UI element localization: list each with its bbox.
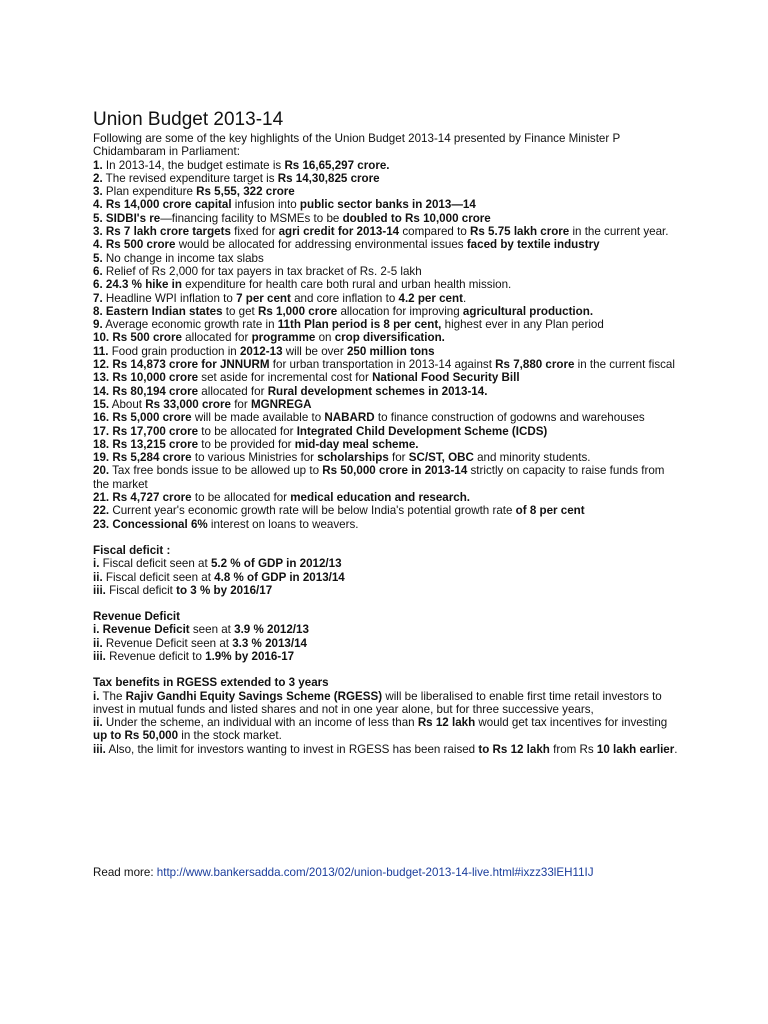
text-run: to be allocated for bbox=[191, 491, 291, 505]
text-run: No change in income tax slabs bbox=[102, 251, 264, 265]
text-run: to be allocated for bbox=[198, 424, 297, 438]
text-run: Revenue Deficit seen at bbox=[102, 636, 233, 650]
bold-text: 250 million tons bbox=[346, 344, 435, 358]
text-run: Fiscal deficit bbox=[105, 583, 177, 597]
text-run: Revenue deficit to bbox=[105, 649, 206, 663]
text-run: to get bbox=[222, 304, 258, 318]
highlight-item bbox=[93, 305, 683, 318]
revenue-deficit-item bbox=[93, 637, 683, 650]
bold-text: 5. SIDBI's re bbox=[93, 211, 161, 225]
text-run: will be over bbox=[282, 344, 347, 358]
bold-text: 2012-13 bbox=[239, 344, 283, 358]
highlights-list bbox=[93, 159, 683, 531]
highlight-item bbox=[93, 385, 683, 398]
bold-text: 5. bbox=[93, 251, 103, 265]
bold-text: doubled to Rs 10,000 crore bbox=[342, 211, 491, 225]
text-run: Average economic growth rate in bbox=[102, 318, 278, 332]
bold-text: to 3 % by 2016/17 bbox=[176, 583, 273, 597]
highlight-item bbox=[93, 371, 683, 384]
bold-text: 4.8 % of GDP in 2013/14 bbox=[214, 570, 345, 584]
highlight-item bbox=[93, 278, 683, 291]
read-more-link[interactable]: http://www.bankersadda.com/2013/02/union-budget-2013-14-live.html#ixzz33lEH11IJ bbox=[156, 866, 594, 879]
bold-text: 4. Rs 500 crore bbox=[93, 238, 176, 252]
bold-text: SC/ST, OBC bbox=[408, 451, 474, 465]
bold-text: scholarships bbox=[317, 451, 389, 465]
highlight-item bbox=[93, 265, 683, 278]
bold-text: 10. Rs 500 crore bbox=[93, 331, 182, 345]
bold-text: 7 per cent bbox=[236, 291, 291, 305]
text-run: interest on loans to weavers. bbox=[207, 517, 359, 531]
text-run: Fiscal deficit seen at bbox=[99, 557, 211, 571]
highlight-item bbox=[93, 411, 683, 424]
bold-text: Rs 7,880 crore bbox=[495, 358, 575, 372]
section-spacer bbox=[93, 597, 683, 610]
text-run: Also, the limit for investors wanting to invest in RGESS has been raised bbox=[105, 742, 479, 756]
bold-text: 14. Rs 80,194 crore bbox=[93, 384, 199, 398]
text-run: from Rs bbox=[549, 742, 597, 756]
text-run: Relief of Rs 2,000 for tax payers in tax bracket of Rs. 2-5 lakh bbox=[102, 264, 422, 278]
bold-text: 21. Rs 4,727 crore bbox=[93, 491, 192, 505]
fiscal-deficit-item bbox=[93, 584, 683, 597]
fiscal-deficit-item bbox=[93, 557, 683, 570]
bold-text: 22. bbox=[93, 504, 110, 518]
text-run: in the current year. bbox=[569, 225, 669, 239]
text-run: seen at bbox=[189, 623, 235, 637]
bold-text: i. bbox=[93, 557, 100, 571]
bold-text: 3.9 % 2012/13 bbox=[234, 623, 309, 637]
bold-text: 4.2 per cent bbox=[398, 291, 463, 305]
bold-text: Rs 12 lakh bbox=[417, 716, 476, 730]
bold-text: 16. Rs 5,000 crore bbox=[93, 411, 192, 425]
highlight-item bbox=[93, 198, 683, 211]
text-run: would be allocated for addressing environmental issues bbox=[175, 238, 467, 252]
bold-text: 1. bbox=[93, 158, 103, 172]
text-run: and core inflation to bbox=[290, 291, 399, 305]
text-run: to finance construction of godowns and warehouses bbox=[374, 411, 645, 425]
highlight-item bbox=[93, 504, 683, 517]
bold-text: 6. 24.3 % hike in bbox=[93, 278, 182, 292]
bold-text: Rs 5.75 lakh crore bbox=[470, 225, 570, 239]
highlight-item bbox=[93, 159, 683, 172]
rgess-item bbox=[93, 716, 683, 743]
bold-text: 7. bbox=[93, 291, 103, 305]
bold-text: 20. bbox=[93, 464, 110, 478]
bold-text: 18. Rs 13,215 crore bbox=[93, 437, 199, 451]
bold-text: 9. bbox=[93, 318, 103, 332]
text-run: Tax free bonds issue to be allowed up to bbox=[109, 464, 323, 478]
bold-text: Rs 14,30,825 crore bbox=[277, 171, 380, 185]
text-run: Headline WPI inflation to bbox=[102, 291, 237, 305]
highlight-item bbox=[93, 238, 683, 251]
bold-text: 12. Rs 14,873 crore for JNNURM bbox=[93, 358, 270, 372]
text-run: for urban transportation in 2013-14 against bbox=[269, 358, 496, 372]
bold-text: 11. bbox=[93, 344, 109, 358]
read-more bbox=[93, 866, 594, 880]
bold-text: 15. bbox=[93, 397, 110, 411]
fiscal-deficit-list bbox=[93, 557, 683, 597]
page-title: Union Budget 2013-14 bbox=[93, 109, 284, 130]
bold-text: 10 lakh earlier bbox=[596, 742, 675, 756]
text-run: allocated for bbox=[198, 384, 268, 398]
highlight-item bbox=[93, 345, 683, 358]
highlight-item bbox=[93, 425, 683, 438]
bold-text: 17. Rs 17,700 crore bbox=[93, 424, 199, 438]
rgess-heading: Tax benefits in RGESS extended to 3 years bbox=[93, 676, 329, 690]
text-run: set aside for incremental cost for bbox=[198, 371, 373, 385]
bold-text: 5.2 % of GDP in 2012/13 bbox=[210, 557, 342, 571]
text-run: would get tax incentives for investing bbox=[475, 716, 668, 730]
revenue-deficit-item bbox=[93, 623, 683, 636]
text-run: Fiscal deficit seen at bbox=[102, 570, 215, 584]
bold-text: medical education and research. bbox=[290, 491, 471, 505]
text-run: will be made available to bbox=[191, 411, 325, 425]
document-body bbox=[93, 109, 683, 756]
rgess-list bbox=[93, 690, 683, 756]
text-run: compared to bbox=[399, 225, 470, 239]
bold-text: Rajiv Gandhi Equity Savings Scheme (RGESS) bbox=[125, 689, 383, 703]
highlight-item bbox=[93, 398, 683, 411]
bold-text: 19. Rs 5,284 crore bbox=[93, 451, 192, 465]
bold-text: mid-day meal scheme. bbox=[294, 437, 419, 451]
rgess-item bbox=[93, 690, 683, 717]
bold-text: NABARD bbox=[324, 411, 375, 425]
bold-text: agri credit for 2013-14 bbox=[278, 225, 400, 239]
text-run: strictly on capacity to raise funds from the market bbox=[93, 464, 665, 491]
highlight-item bbox=[93, 318, 683, 331]
bold-text: iii. bbox=[93, 742, 106, 756]
bold-text: 13. Rs 10,000 crore bbox=[93, 371, 199, 385]
text-run: on bbox=[315, 331, 335, 345]
text-run: . bbox=[462, 291, 467, 305]
bold-text: Rs 50,000 crore in 2013-14 bbox=[322, 464, 468, 478]
section-spacer bbox=[93, 531, 683, 544]
highlight-item bbox=[93, 464, 683, 491]
highlight-item bbox=[93, 185, 683, 198]
bold-text: i. bbox=[93, 689, 100, 703]
revenue-deficit-list bbox=[93, 623, 683, 663]
read-more-label: Read more: bbox=[93, 866, 157, 879]
bold-text: ii. bbox=[93, 570, 103, 584]
bold-text: programme bbox=[251, 331, 316, 345]
revenue-deficit-item bbox=[93, 650, 683, 663]
text-run: allocated for bbox=[181, 331, 252, 345]
text-run: highest ever in any Plan period bbox=[441, 318, 604, 332]
highlight-item bbox=[93, 225, 683, 238]
text-run: expenditure for health care both rural and urban health mission. bbox=[181, 278, 512, 292]
bold-text: iii. bbox=[93, 649, 106, 663]
text-run: and minority students. bbox=[473, 451, 591, 465]
bold-text: MGNREGA bbox=[250, 397, 312, 411]
bold-text: 4. Rs 14,000 crore capital bbox=[93, 198, 232, 212]
bold-text: iii. bbox=[93, 583, 106, 597]
bold-text: of 8 per cent bbox=[515, 504, 585, 518]
highlight-item bbox=[93, 172, 683, 185]
text-run: to various Ministries for bbox=[191, 451, 318, 465]
bold-text: i. Revenue Deficit bbox=[93, 623, 190, 637]
bold-text: 1.9% by 2016-17 bbox=[205, 649, 295, 663]
text-run: in the current fiscal bbox=[574, 358, 675, 372]
text-run: Under the scheme, an individual with an income of less than bbox=[102, 716, 418, 730]
bold-text: 2. bbox=[93, 171, 103, 185]
text-run: allocation for improving bbox=[337, 304, 463, 318]
highlight-item bbox=[93, 358, 683, 371]
text-run: Current year's economic growth rate will be below India's potential growth rate bbox=[109, 504, 516, 518]
text-run: . bbox=[674, 742, 678, 756]
bold-text: Rs 16,65,297 crore. bbox=[284, 158, 390, 172]
fiscal-deficit-item bbox=[93, 571, 683, 584]
bold-text: ii. bbox=[93, 716, 103, 730]
bold-text: Rural development schemes in 2013-14. bbox=[267, 384, 488, 398]
text-run: The revised expenditure target is bbox=[102, 171, 278, 185]
text-run: —financing facility to MSMEs to be bbox=[160, 211, 343, 225]
bold-text: 8. Eastern Indian states bbox=[93, 304, 223, 318]
bold-text: 3. Rs 7 lakh crore targets bbox=[93, 225, 231, 239]
highlight-item bbox=[93, 438, 683, 451]
text-run: in the stock market. bbox=[178, 729, 282, 743]
bold-text: Integrated Child Development Scheme (ICDS) bbox=[296, 424, 548, 438]
text-run: to be provided for bbox=[198, 437, 295, 451]
revenue-deficit-heading: Revenue Deficit bbox=[93, 610, 180, 624]
text-run: for bbox=[388, 451, 409, 465]
fiscal-deficit-heading: Fiscal deficit : bbox=[93, 543, 171, 557]
bold-text: Rs 1,000 crore bbox=[257, 304, 338, 318]
intro-paragraph: Following are some of the key highlights of the Union Budget 2013-14 presented by Finance Minister P Chidambaram in Parliament: bbox=[93, 132, 620, 159]
highlight-item bbox=[93, 491, 683, 504]
bold-text: 6. bbox=[93, 264, 103, 278]
text-run: About bbox=[109, 397, 146, 411]
bold-text: to Rs 12 lakh bbox=[478, 742, 550, 756]
text-run: In 2013-14, the budget estimate is bbox=[102, 158, 285, 172]
highlight-item bbox=[93, 331, 683, 344]
highlight-item bbox=[93, 451, 683, 464]
highlight-item bbox=[93, 252, 683, 265]
text-run: will be liberalised to enable first time retail investors to invest in mutual funds and listed shares and not in one year alone, but for three successive years, bbox=[93, 689, 662, 716]
text-run: The bbox=[99, 689, 126, 703]
bold-text: 3.3 % 2013/14 bbox=[232, 636, 307, 650]
text-run: Plan expenditure bbox=[102, 185, 197, 199]
bold-text: faced by textile industry bbox=[466, 238, 600, 252]
bold-text: Rs 5,55, 322 crore bbox=[196, 185, 295, 199]
bold-text: 23. Concessional 6% bbox=[93, 517, 208, 531]
highlight-item bbox=[93, 292, 683, 305]
bold-text: public sector banks in 2013—14 bbox=[299, 198, 476, 212]
text-run: Food grain production in bbox=[108, 344, 240, 358]
bold-text: ii. bbox=[93, 636, 103, 650]
bold-text: Rs 33,000 crore bbox=[145, 397, 231, 411]
bold-text: crop diversification. bbox=[334, 331, 445, 345]
text-run: infusion into bbox=[231, 198, 300, 212]
bold-text: agricultural production. bbox=[462, 304, 594, 318]
section-spacer bbox=[93, 663, 683, 676]
bold-text: 3. bbox=[93, 185, 103, 199]
rgess-item bbox=[93, 743, 683, 756]
text-run: fixed for bbox=[230, 225, 279, 239]
bold-text: National Food Security Bill bbox=[372, 371, 520, 385]
bold-text: 11th Plan period is 8 per cent, bbox=[277, 318, 442, 332]
text-run: for bbox=[230, 397, 251, 411]
highlight-item bbox=[93, 212, 683, 225]
bold-text: up to Rs 50,000 bbox=[93, 729, 179, 743]
highlight-item bbox=[93, 518, 683, 531]
